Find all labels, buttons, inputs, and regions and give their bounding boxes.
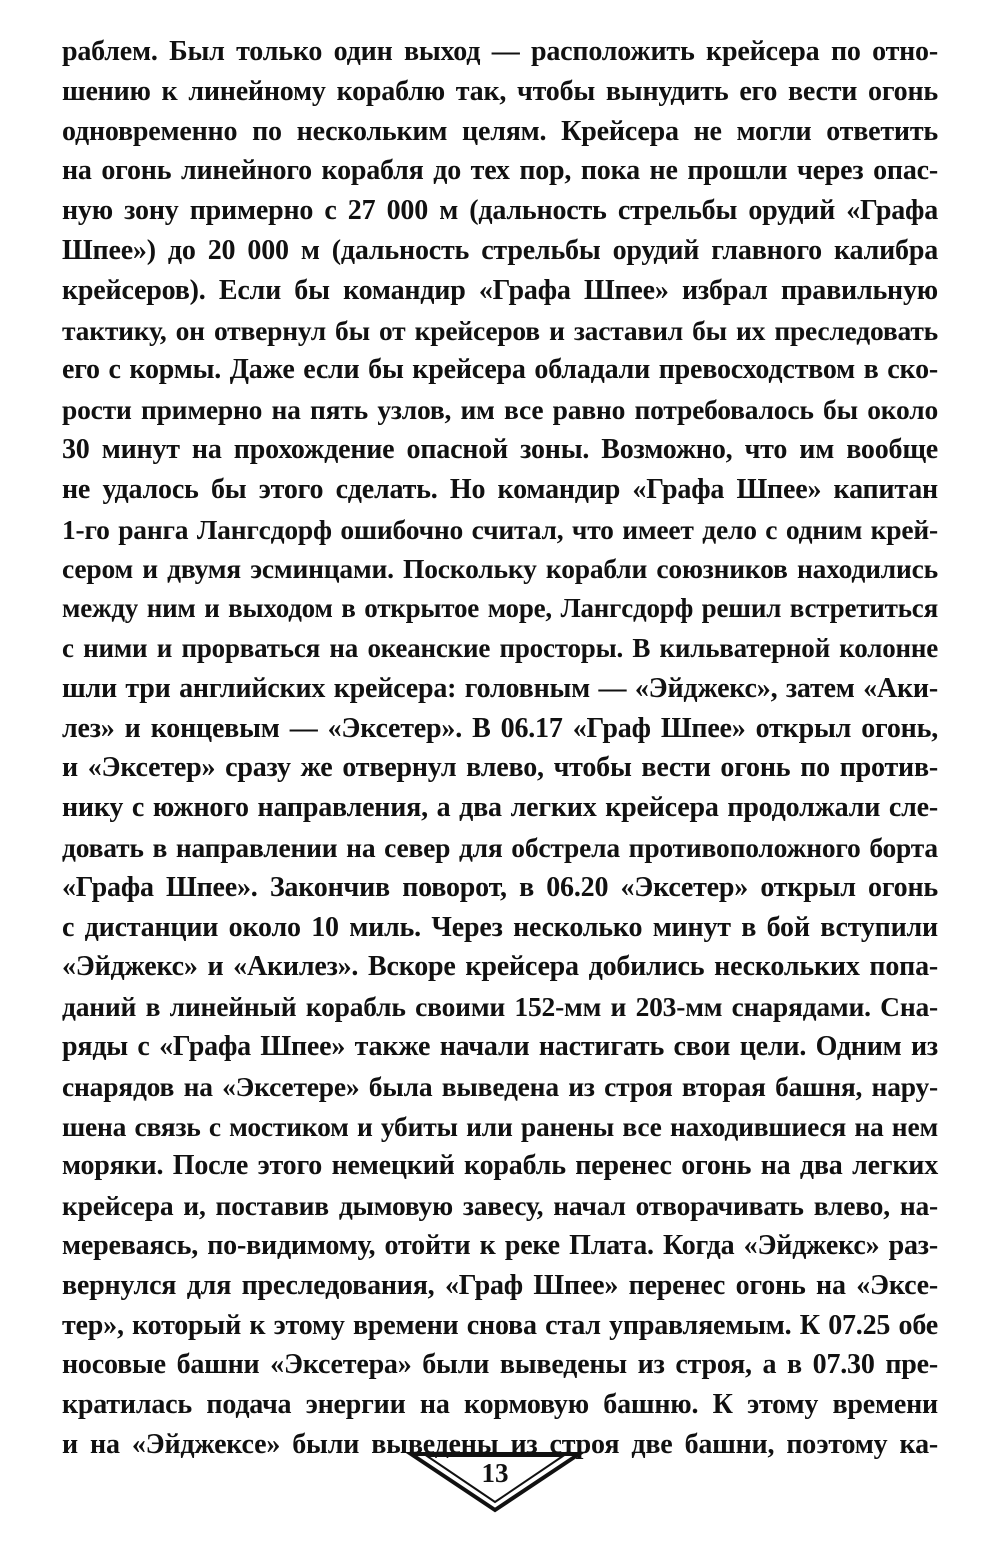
text-line: нику с южного направления, а два легких крейсера продолжали сле- xyxy=(62,792,938,824)
text-line: лез» и концевым — «Эксетер». В 06.17 «Граф Шпее» открыл огонь, xyxy=(62,712,938,744)
text-line: сером и двумя эсминцами. Поскольку корабли союзников находились xyxy=(62,553,938,585)
text-line: с ними и прорваться на океанские просторы. В кильватерной колонне xyxy=(62,632,938,663)
text-line: крейсера и, поставив дымовую завесу, начал отворачивать влево, на- xyxy=(62,1190,938,1222)
text-line: тактику, он отвернул бы от крейсеров и заставил бы их преследовать xyxy=(62,314,938,346)
text-line: на огонь линейного корабля до тех пор, пока не прошли через опас- xyxy=(62,155,938,187)
text-line: 1-го ранга Лангсдорф ошибочно считал, что имеет дело с одним крей- xyxy=(62,513,938,545)
text-line: ряды с «Графа Шпее» также начали настигать свои цели. Одним из xyxy=(62,1030,938,1062)
text-line: шена связь с мостиком и убиты или ранены все находившиеся на нем xyxy=(62,1110,938,1142)
text-line: между ним и выходом в открытое море, Лангсдорф решил встретиться xyxy=(62,593,938,624)
text-line: тер», который к этому времени снова стал управляемым. К 07.25 обе xyxy=(62,1309,938,1341)
text-line: раблем. Был только один выход — расположить крейсера по отно- xyxy=(62,36,938,67)
page-number: 13 xyxy=(481,1458,509,1488)
text-line: шли три английских крейсера: головным — «Эйджекс», затем «Аки- xyxy=(62,672,938,704)
page-footer xyxy=(405,1446,585,1516)
body-text xyxy=(62,32,938,1465)
text-line: рости примерно на пять узлов, им все равно потребовалось бы около xyxy=(62,394,938,426)
text-line: «Графа Шпее». Закончив поворот, в 06.20 «Эксетер» открыл огонь xyxy=(62,871,938,903)
text-line: крейсеров). Если бы командир «Графа Шпее» избрал правильную xyxy=(62,274,938,306)
text-line: одновременно по нескольким целям. Крейсера не могли ответить xyxy=(62,115,938,147)
text-line: снарядов на «Эксетере» была выведена из строя вторая башня, нару- xyxy=(62,1070,938,1102)
text-line: не удалось бы этого сделать. Но командир «Графа Шпее» капитан xyxy=(62,473,938,505)
text-line: ную зону примерно с 27 000 м (дальность стрельбы орудий «Графа xyxy=(62,195,938,227)
text-line: довать в направлении на север для обстрела противоположного борта xyxy=(62,831,938,863)
text-line: и на «Эйджексе» были выведены из строя две башни, поэтому ка- xyxy=(62,1428,938,1460)
text-line: с дистанции около 10 миль. Через несколько минут в бой вступили xyxy=(62,911,938,943)
text-line: «Эйджекс» и «Акилез». Вскоре крейсера добились нескольких попа- xyxy=(62,951,938,983)
text-line: и «Эксетер» сразу же отвернул влево, чтобы вести огонь по против- xyxy=(62,752,938,784)
text-line: Шпее») до 20 000 м (дальность стрельбы орудий главного калибра xyxy=(62,234,938,266)
text-line: даний в линейный корабль своими 152-мм и 203-мм снарядами. Сна- xyxy=(62,991,938,1023)
text-line: шению к линейному кораблю так, чтобы вынудить его вести огонь xyxy=(62,75,938,107)
text-line: 30 минут на прохождение опасной зоны. Возможно, что им вообще xyxy=(62,433,938,465)
text-line: носовые башни «Эксетера» были выведены из строя, а в 07.30 пре- xyxy=(62,1349,938,1381)
text-line: его с кормы. Даже если бы крейсера обладали превосходством в ско- xyxy=(62,354,938,386)
text-line: кратилась подача энергии на кормовую башню. К этому времени xyxy=(62,1389,938,1421)
text-line: моряки. После этого немецкий корабль перенес огонь на два легких xyxy=(62,1150,938,1182)
text-line: мереваясь, по-видимому, отойти к реке Плата. Когда «Эйджекс» раз- xyxy=(62,1229,938,1261)
text-line: вернулся для преследования, «Граф Шпее» перенес огонь на «Эксе- xyxy=(62,1269,938,1301)
